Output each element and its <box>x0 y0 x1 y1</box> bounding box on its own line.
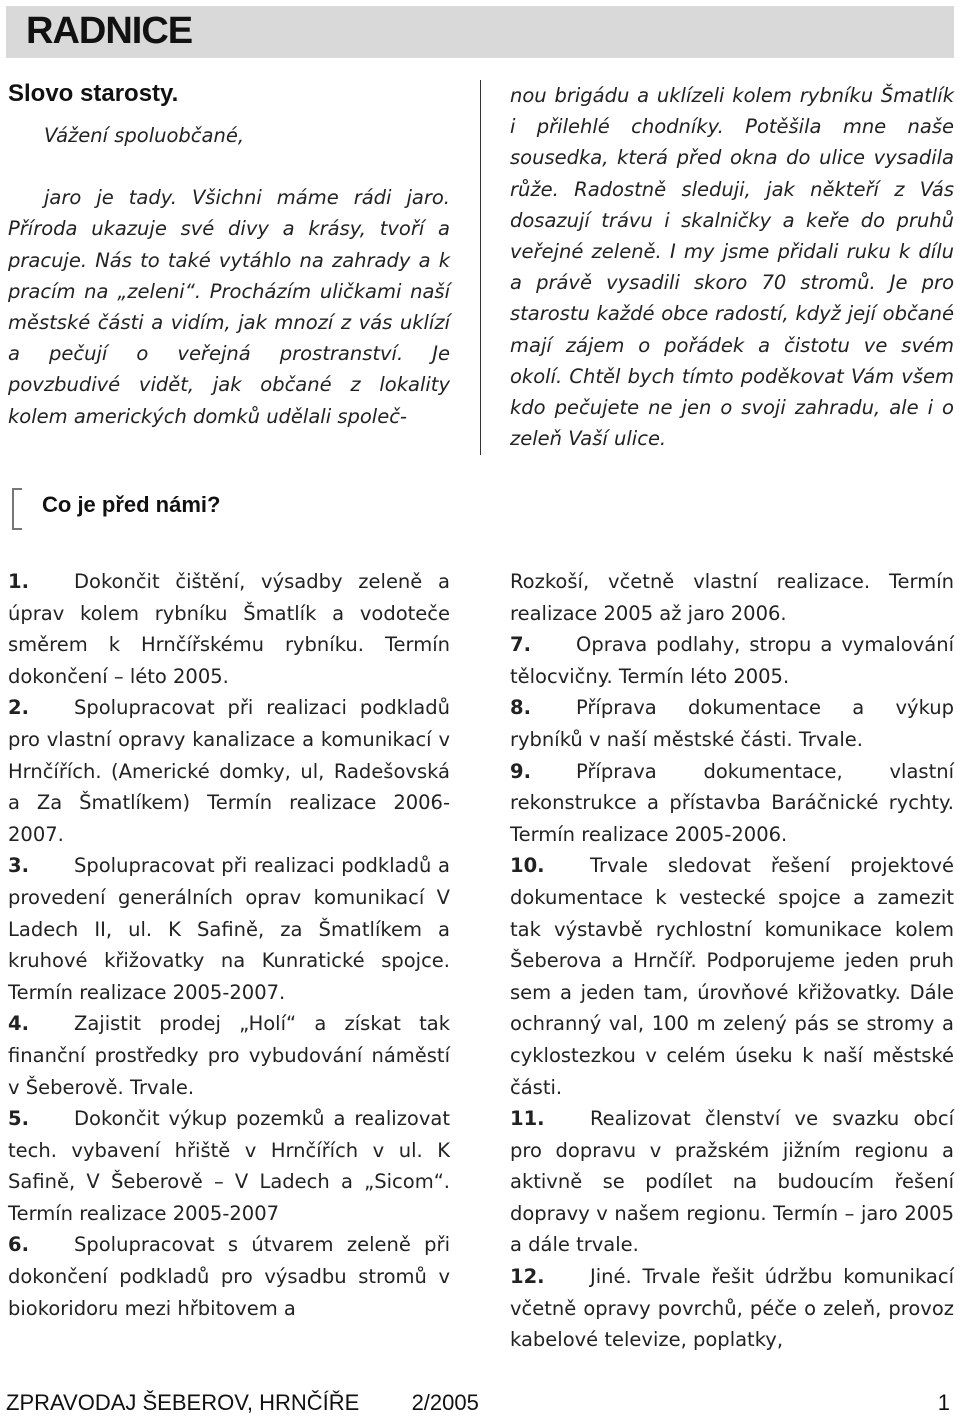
page-footer <box>6 1390 956 1416</box>
editorial-left-text: jaro je tady. Všichni máme rádi jaro. Příroda ukazuje své divy a krásy, tvoří a pracuje. Nás to také vytáhlo na zahrady a k pracím na „zeleni“. Procházím uličkami naší městské části a vidím, jak mnozí z vás uklízí a pečují o veřejná prostranství. Je povzbudivé vidět, jak občané z lokality kolem amerických domků udělali společ- <box>8 186 450 428</box>
publication-name: ZPRAVODAJ ŠEBEROV, HRNČÍŘE <box>6 1390 360 1415</box>
list-item <box>8 692 450 850</box>
item-number: 11. <box>510 1107 545 1131</box>
section-bracket <box>12 488 22 530</box>
item-number: 7. <box>510 633 531 657</box>
header-bar <box>6 6 954 58</box>
item-number: 1. <box>8 570 29 593</box>
item-number: 4. <box>8 1012 29 1036</box>
item-text: Oprava podlahy, stropu a vymalování tělocvičny. Termín léto 2005. <box>510 633 954 688</box>
item-text: Realizovat členství ve svazku obcí pro dopravu v pražském jižním regionu a aktivně se podílet na budoucím řešení dopravy v našem regionu. Termín – jaro 2005 a dále trvale. <box>510 1107 954 1257</box>
issue-number: 2/2005 <box>411 1390 479 1415</box>
item-text: Jiné. Trvale řešit údržbu komunikací včetně opravy povrchů, péče o zeleň, provoz kabelové televize, poplatky, <box>510 1265 954 1352</box>
list-item <box>8 566 450 692</box>
page-title: RADNICE <box>26 10 193 52</box>
item-number: 12. <box>510 1265 545 1289</box>
list-item <box>510 756 954 851</box>
editorial-left-column <box>8 112 450 432</box>
item-text: Příprava dokumentace a výkup rybníků v naší městské části. Trvale. <box>510 696 954 751</box>
editorial-right-text: nou brigádu a uklízeli kolem rybníku Šmatlík i přilehlé chodníky. Potěšila mne naše sousedka, která před okna do ulice vysadila růže. Radostně sleduji, jak někteří z Vás dosazují trávu i skalničky a keře do pruhů veřejné zeleně. I my jsme přidali ruku k dílu a právě vysadili skoro 70 stromů. Je pro starostu každé obce radostí, když její občané mají zájem o pořádek a čistotu ve svém okolí. Chtěl bych tímto poděkovat Vám všem kdo pečujete ne jen o svoji zahradu, ale i o zeleň Vaší ulice. <box>510 84 954 451</box>
plans-left-column <box>8 566 450 1324</box>
item-text: Zajistit prodej „Holí“ a získat tak finanční prostředky pro vybudování náměstí v Šeberově. Trvale. <box>8 1012 450 1099</box>
salutation: Vážení spoluobčané, <box>44 124 245 147</box>
item-text: Dokončit výkup pozemků a realizovat tech. vybavení hřiště v Hrnčířích v ul. K Safině, V Šeberově – V Ladech a „Sicom“. Termín realizace 2005-2007 <box>8 1107 450 1225</box>
item-text: Spolupracovat při realizaci podkladů pro vlastní opravy kanalizace a komunikací v Hrnčířích. (Americké domky, ul, Radešovská a Za Šmatlíkem) Termín realizace 2006-2007. <box>8 696 450 846</box>
item-text: Spolupracovat při realizaci podkladů a provedení generálních oprav komunikací V Ladech II, ul. K Safině, za Šmatlíkem a kruhové křižovatky na Kunratické spojce. Termín realizace 2005-2007. <box>8 854 450 1004</box>
item-text: Příprava dokumentace, vlastní rekonstrukce a přístavba Baráčnické rychty. Termín realizace 2005-2006. <box>510 759 954 846</box>
list-item <box>510 629 954 692</box>
item-number: 6. <box>8 1233 29 1257</box>
plans-heading: Co je před námi? <box>42 492 221 517</box>
list-item <box>510 1261 954 1356</box>
list-item <box>510 692 954 755</box>
item-number: 8. <box>510 696 531 720</box>
list-item <box>510 1103 954 1261</box>
page-number: 1 <box>937 1390 950 1415</box>
plans-right-column <box>510 566 954 1356</box>
column-divider <box>480 80 481 455</box>
list-item <box>510 850 954 1103</box>
list-item <box>8 1229 450 1324</box>
item-text: Dokončit čištění, výsadby zeleně a úprav kolem rybníku Šmatlík a vodoteče směrem k Hrnčířskému rybníku. Termín dokončení – léto 2005. <box>8 570 450 688</box>
editorial-right-column <box>510 80 954 454</box>
item-number: 10. <box>510 854 545 878</box>
list-item <box>8 850 450 1008</box>
item-number: 3. <box>8 854 29 878</box>
item-text: Trvale sledovat řešení projektové dokumentace k vestecké spojce a zamezit tak výstavbě rychlostní komunikace kolem Šeberova a Hrnčíř. Podporujeme jeden pruh sem a jeden tam, úrovňové křižovatky. Dále ochranný val, 100 m zelený pás se stromy a cyklostezkou v celém úseku k naší městské části. <box>510 854 954 1099</box>
item-number: 9. <box>510 759 531 783</box>
item-number: 5. <box>8 1107 29 1131</box>
item-text: Spolupracovat s útvarem zeleně při dokončení podkladů pro výsadbu stromů v biokoridoru mezi hřbitovem a <box>8 1233 450 1320</box>
list-item <box>8 1103 450 1229</box>
list-item-continuation: Rozkoší, včetně vlastní realizace. Termín realizace 2005 až jaro 2006. <box>510 570 954 625</box>
editorial-heading: Slovo starosty. <box>8 80 179 107</box>
list-item <box>8 1008 450 1103</box>
item-number: 2. <box>8 696 29 720</box>
